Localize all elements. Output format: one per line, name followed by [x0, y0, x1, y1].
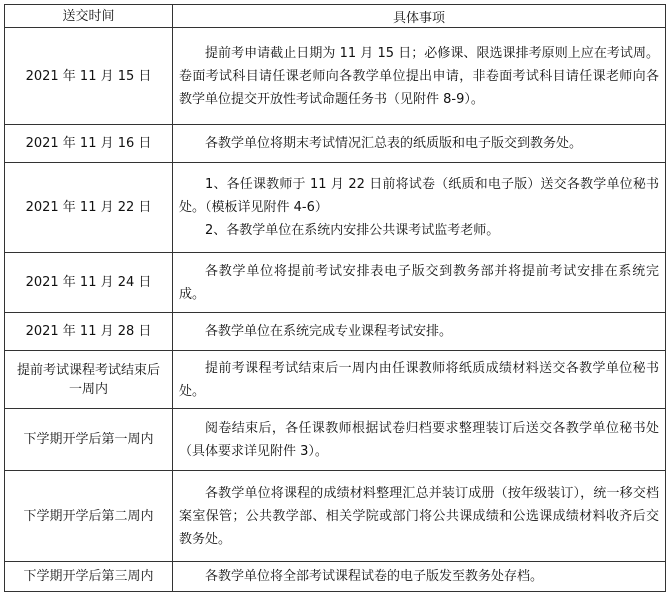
row-time: 2021 年 11 月 16 日 [5, 125, 173, 163]
row-time: 下学期开学后第三周内 [5, 562, 173, 592]
row-time: 2021 年 11 月 22 日 [5, 163, 173, 253]
table-row [5, 253, 666, 313]
row-time: 2021 年 11 月 15 日 [5, 28, 173, 125]
table-row [5, 28, 666, 125]
table-row [5, 562, 666, 592]
row-detail [173, 562, 666, 592]
table-row [5, 409, 666, 471]
detail-paragraph: 阅卷结束后，各任课教师根据试卷归档要求整理装订后送交各教学单位秘书处（具体要求详见附件 3）。 [179, 420, 659, 459]
row-time: 下学期开学后第一周内 [5, 409, 173, 471]
table-row [5, 313, 666, 351]
detail-paragraph: 1、各任课教师于 11 月 22 日前将试卷（纸质和电子版）送交各教学单位秘书处。（模板详见附件 4-6） [179, 177, 659, 215]
row-detail [173, 253, 666, 313]
table-row [5, 351, 666, 409]
row-detail [173, 313, 666, 351]
row-time: 下学期开学后第二周内 [5, 471, 173, 562]
table-row [5, 471, 666, 562]
detail-paragraph: 各教学单位将提前考试安排表电子版交到教务部并将提前考试安排在系统完成。 [179, 263, 659, 302]
detail-paragraph: 各教学单位在系统完成专业课程考试安排。 [205, 324, 453, 339]
row-time: 2021 年 11 月 24 日 [5, 253, 173, 313]
detail-paragraph: 2、各教学单位在系统内安排公共课考试监考老师。 [205, 223, 500, 238]
row-detail [173, 409, 666, 471]
exam-schedule-table [4, 4, 666, 592]
row-detail [173, 125, 666, 163]
table-row [5, 163, 666, 253]
table-row [5, 125, 666, 163]
detail-paragraph: 提前考申请截止日期为 11 月 15 日；必修课、限选课排考原则上应在考试周。卷面考试科目请任课老师向各教学单位提出申请，非卷面考试科目请任课老师向各教学单位提交开放性考试命题任务书（见附件 8-9）。 [179, 45, 659, 107]
row-time: 提前考试课程考试结束后一周内 [5, 351, 173, 409]
detail-paragraph: 各教学单位将期末考试情况汇总表的纸质版和电子版交到教务处。 [205, 136, 583, 151]
detail-paragraph: 各教学单位将课程的成绩材料整理汇总并装订成册（按年级装订），统一移交档案室保管；公共教学部、相关学院或部门将公共课成绩和公选课成绩材料收齐后交教务处。 [179, 485, 659, 547]
row-detail [173, 28, 666, 125]
detail-paragraph: 各教学单位将全部考试课程试卷的电子版发至教务处存档。 [205, 569, 544, 584]
row-detail [173, 163, 666, 253]
header-submission-time: 送交时间 [5, 5, 173, 28]
row-detail [173, 471, 666, 562]
header-specific-items: 具体事项 [173, 5, 666, 28]
detail-paragraph: 提前考课程考试结束后一周内由任课教师将纸质成绩材料送交各教学单位秘书处。 [179, 360, 659, 399]
table-header-row [5, 5, 666, 28]
row-detail [173, 351, 666, 409]
row-time: 2021 年 11 月 28 日 [5, 313, 173, 351]
